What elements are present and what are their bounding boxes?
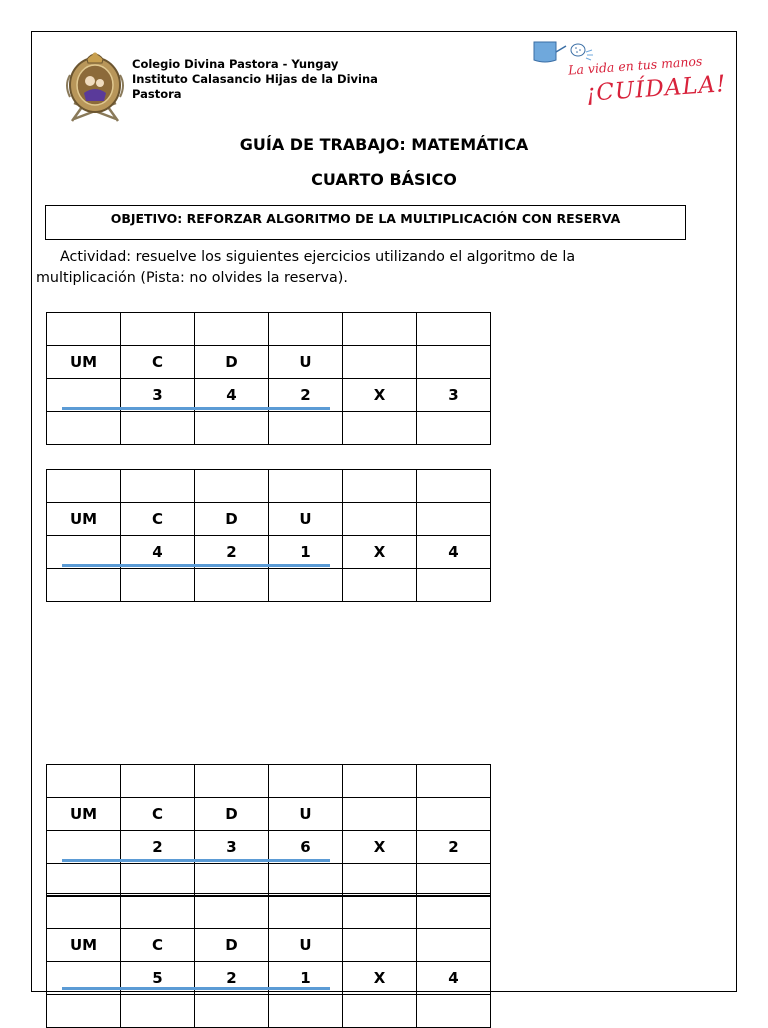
header-blank	[343, 929, 417, 962]
carry-cell[interactable]	[47, 765, 121, 798]
answer-underline	[62, 407, 330, 410]
answer-cell[interactable]	[121, 864, 195, 897]
header-c: C	[121, 798, 195, 831]
header-blank	[343, 798, 417, 831]
header-blank	[417, 929, 491, 962]
school-name-line2: Instituto Calasancio Hijas de la Divina	[132, 72, 378, 86]
header-c: C	[121, 503, 195, 536]
digit-d: 3	[195, 831, 269, 864]
header-c: C	[121, 346, 195, 379]
header-d: D	[195, 798, 269, 831]
header-blank	[417, 346, 491, 379]
answer-cell[interactable]	[47, 995, 121, 1028]
answer-cell	[343, 864, 417, 897]
header-blank	[343, 346, 417, 379]
answer-cell[interactable]	[195, 864, 269, 897]
times-sign: X	[343, 962, 417, 995]
exercise-table-2	[46, 469, 491, 602]
carry-cell	[417, 470, 491, 503]
carry-cell[interactable]	[195, 470, 269, 503]
header-c: C	[121, 929, 195, 962]
answer-cell	[417, 995, 491, 1028]
answer-cell[interactable]	[269, 569, 343, 602]
answer-cell	[343, 569, 417, 602]
school-crest-icon	[60, 45, 130, 123]
times-sign: X	[343, 379, 417, 412]
carry-cell[interactable]	[47, 313, 121, 346]
carry-cell[interactable]	[47, 470, 121, 503]
answer-cell	[417, 569, 491, 602]
digit-c: 3	[121, 379, 195, 412]
carry-cell[interactable]	[121, 313, 195, 346]
carry-cell	[343, 470, 417, 503]
answer-cell[interactable]	[121, 412, 195, 445]
school-name-line3: Pastora	[132, 87, 182, 101]
header-d: D	[195, 929, 269, 962]
digit-d: 4	[195, 379, 269, 412]
header-um: UM	[47, 798, 121, 831]
digit-u: 6	[269, 831, 343, 864]
digit-c: 4	[121, 536, 195, 569]
header-um: UM	[47, 929, 121, 962]
answer-cell	[343, 995, 417, 1028]
campaign-slogan: La vida en tus manos	[567, 53, 703, 78]
header-u: U	[269, 798, 343, 831]
carry-cell[interactable]	[121, 765, 195, 798]
carry-cell[interactable]	[47, 896, 121, 929]
times-sign: X	[343, 831, 417, 864]
header-d: D	[195, 346, 269, 379]
answer-cell[interactable]	[47, 864, 121, 897]
header-blank	[343, 503, 417, 536]
carry-cell[interactable]	[121, 896, 195, 929]
answer-cell[interactable]	[195, 569, 269, 602]
table-divider	[46, 893, 491, 894]
carry-cell[interactable]	[195, 765, 269, 798]
answer-cell[interactable]	[195, 995, 269, 1028]
answer-cell[interactable]	[269, 864, 343, 897]
carry-cell	[417, 896, 491, 929]
digit-c: 2	[121, 831, 195, 864]
answer-cell	[417, 864, 491, 897]
carry-cell[interactable]	[195, 896, 269, 929]
answer-cell[interactable]	[269, 412, 343, 445]
answer-underline	[62, 859, 330, 862]
campaign-motto: ¡CUÍDALA!	[585, 71, 728, 107]
exercise-table-1	[46, 312, 491, 445]
carry-cell	[343, 765, 417, 798]
carry-cell[interactable]	[269, 470, 343, 503]
answer-cell[interactable]	[195, 412, 269, 445]
digit-u: 2	[269, 379, 343, 412]
header-blank	[417, 503, 491, 536]
digit-u: 1	[269, 536, 343, 569]
times-sign: X	[343, 536, 417, 569]
answer-cell[interactable]	[47, 412, 121, 445]
header-um: UM	[47, 503, 121, 536]
exercise-table-3	[46, 764, 491, 897]
digit-d: 2	[195, 536, 269, 569]
carry-cell	[343, 896, 417, 929]
multiplier: 3	[417, 379, 491, 412]
carry-cell[interactable]	[269, 313, 343, 346]
multiplier: 4	[417, 536, 491, 569]
school-name	[132, 57, 422, 102]
exercise-table-4	[46, 895, 491, 1028]
answer-cell[interactable]	[269, 995, 343, 1028]
header-u: U	[269, 929, 343, 962]
digit-d: 2	[195, 962, 269, 995]
answer-underline	[62, 564, 330, 567]
header-blank	[417, 798, 491, 831]
answer-cell[interactable]	[121, 995, 195, 1028]
answer-cell	[417, 412, 491, 445]
carry-cell	[343, 313, 417, 346]
digit-c: 5	[121, 962, 195, 995]
objective-box: OBJETIVO: REFORZAR ALGORITMO DE LA MULTIPLICACIÓN CON RESERVA	[45, 205, 686, 240]
activity-instructions: Actividad: resuelve los siguientes ejercicios utilizando el algoritmo de la multiplicación (Pista: no olvides la reserva).	[36, 249, 576, 286]
carry-cell[interactable]	[269, 765, 343, 798]
answer-cell[interactable]	[47, 569, 121, 602]
carry-cell[interactable]	[121, 470, 195, 503]
header-u: U	[269, 503, 343, 536]
answer-cell	[343, 412, 417, 445]
carry-cell	[417, 313, 491, 346]
answer-underline	[62, 987, 330, 990]
multiplier: 2	[417, 831, 491, 864]
answer-cell[interactable]	[121, 569, 195, 602]
multiplier: 4	[417, 962, 491, 995]
header-um: UM	[47, 346, 121, 379]
header-u: U	[269, 346, 343, 379]
page-subtitle: CUARTO BÁSICO	[311, 170, 457, 189]
school-name-line1: Colegio Divina Pastora - Yungay	[132, 57, 339, 71]
carry-cell[interactable]	[269, 896, 343, 929]
page-title: GUÍA DE TRABAJO: MATEMÁTICA	[239, 135, 529, 154]
carry-cell[interactable]	[195, 313, 269, 346]
digit-u: 1	[269, 962, 343, 995]
header-d: D	[195, 503, 269, 536]
carry-cell	[417, 765, 491, 798]
